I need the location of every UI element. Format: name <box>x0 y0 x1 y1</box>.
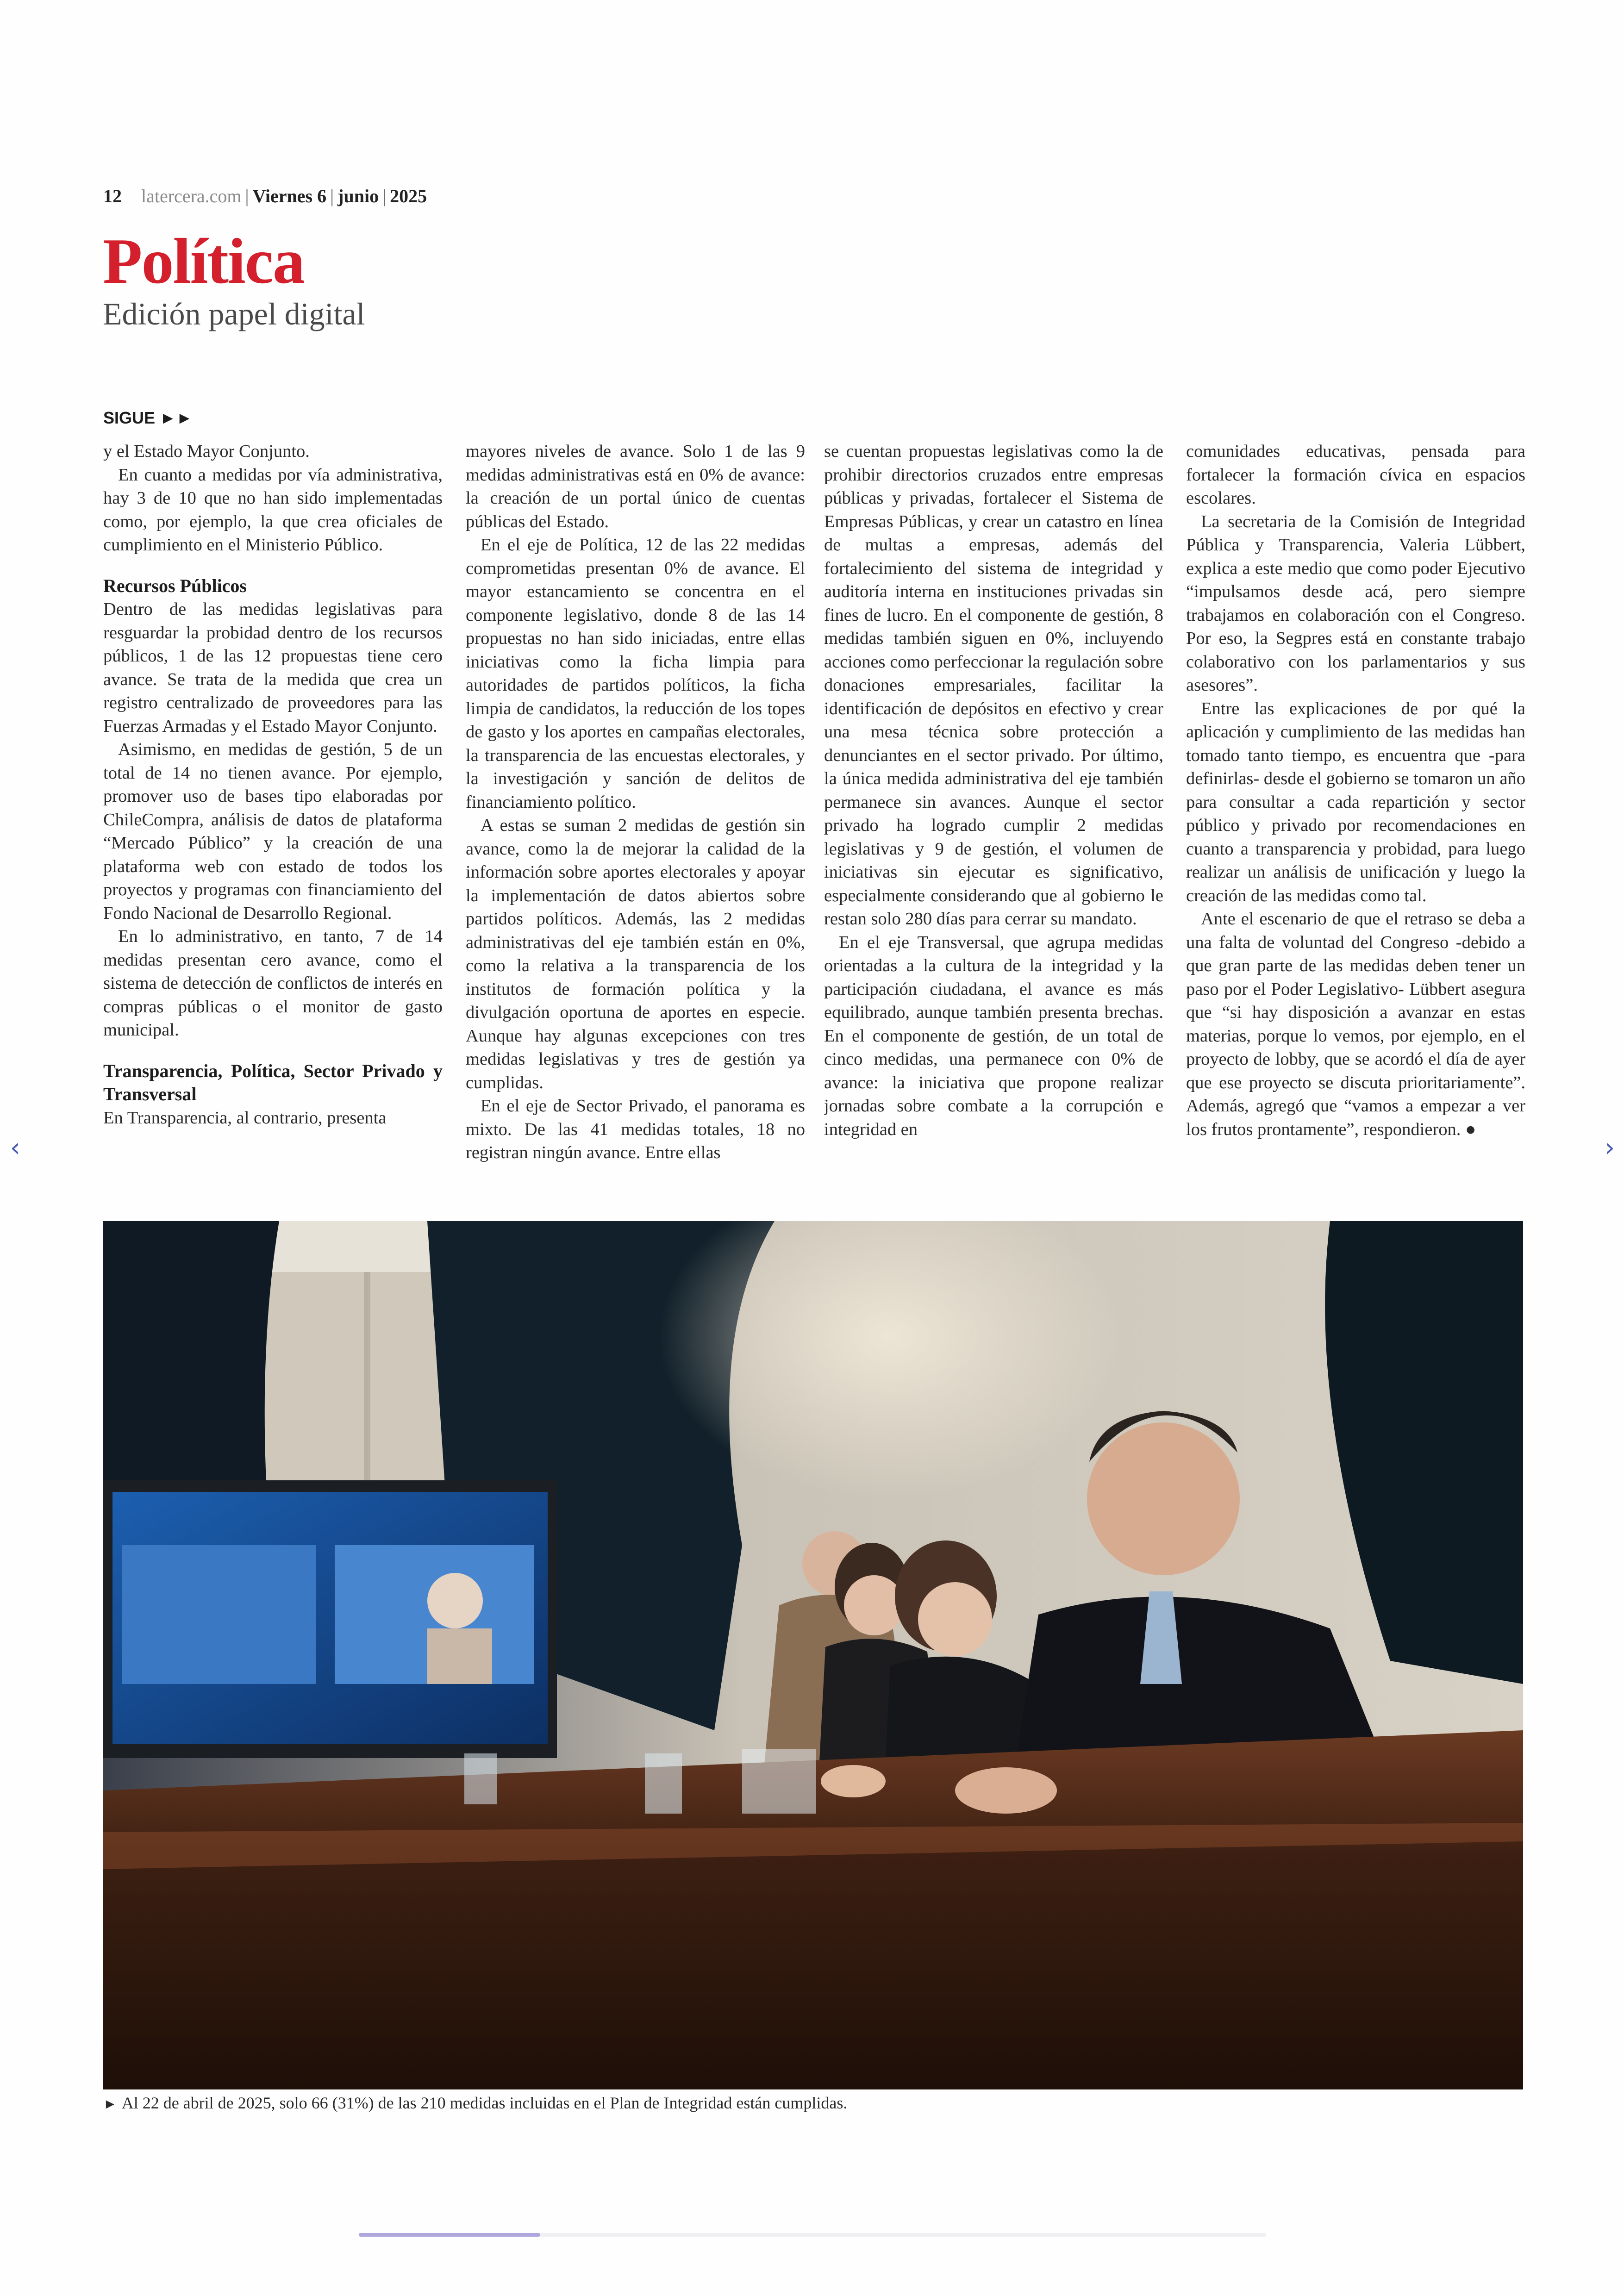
caption-text: Al 22 de abril de 2025, solo 66 (31%) de las 210 medidas incluidas en el Plan de Integridad están cumplidas. <box>121 2094 848 2112</box>
chevron-left-icon: ‹ <box>10 1133 21 1163</box>
photo-caption <box>103 2093 847 2113</box>
next-page-button[interactable] <box>1598 1132 1621 1164</box>
continue-label: SIGUE ►► <box>103 408 193 427</box>
reading-progress-bar[interactable] <box>359 2233 1266 2237</box>
paragraph: comunidades educativas, pensada para fortalecer la formación cívica en espacios escolares. <box>1186 442 1525 508</box>
paragraph: En Transparencia, al contrario, presenta <box>103 1108 387 1128</box>
site-name: latercera.com <box>141 186 242 206</box>
meeting-photo-illustration <box>103 1221 1523 2089</box>
subheading: Recursos Públicos <box>103 575 247 596</box>
paragraph: En el eje de Política, 12 de las 22 medidas comprometidas presentan 0% de avance. El mayor estancamiento se concentra en el componente legislativo, donde 8 de las 14 propuestas no han sido iniciadas, entre ellas iniciativas como la ficha limpia para autoridades de partidos políticos, la ficha limpia de candidatos, la reducción de los topes de gasto y los aportes en campañas electorales, la transparencia de las encuestas electorales, y la investigación y sanción de delitos de financiamiento político. <box>466 535 805 812</box>
date-day: Viernes 6 <box>252 186 327 206</box>
paragraph: En cuanto a medidas por vía administrativa, hay 3 de 10 que no han sido implementadas como, por ejemplo, la que crea oficiales de cumplimiento en el Ministerio Público. <box>103 465 443 555</box>
article-column-2 <box>466 440 805 1194</box>
caption-arrow-icon: ► <box>103 2096 117 2112</box>
paragraph: y el Estado Mayor Conjunto. <box>103 442 310 461</box>
article-column-4 <box>1186 440 1525 1194</box>
paragraph: se cuentan propuestas legislativas como la de prohibir directorios cruzados entre empresas públicas y privadas, fortalecer el Sistema de Empresas Públicas, y crear un catastro en línea de multas a empresas, además del fortalecimiento del sistema de integridad y auditoría interna en instituciones privadas sin fines de lucro. En el componente de gestión, 8 medidas también siguen en 0%, incluyendo acciones como perfeccionar la regulación sobre donaciones empresariales, facilitar la identificación de depósitos en efectivo y crear una mesa técnica sobre protección a denunciantes en el sector privado. Por último, la única medida administrativa del eje también permanece sin avances. Aunque el sector privado ha logrado cumplir 2 medidas legislativas y 9 de gestión, el volumen de iniciativas sin ejecutar es significativo, especialmente considerando que al gobierno le restan solo 280 días para cerrar su mandato. <box>824 442 1163 929</box>
paragraph: Entre las explicaciones de por qué la aplicación y cumplimiento de las medidas han tomado tanto tiempo, es encuentra que -para definirlas- desde el gobierno se tomaron un año para consultar a cada repartición y sector público y privado por recomendaciones en cuanto a transparencia y probidad, para luego realizar un análisis de unificación y luego la creación de las medidas como tal. <box>1186 698 1525 905</box>
paragraph: A estas se suman 2 medidas de gestión sin avance, como la de mejorar la calidad de la información sobre aportes electorales y apoyar la implementación de datos abiertos sobre partidos políticos. Además, las 2 medidas administrativas del eje también están en 0%, como la relativa a la transparencia de los institutos de formación política y la divulgación oportuna de aportes en especie. Aunque hay algunas excepciones con tres medidas legislativas y tres de gestión ya cumplidas. <box>466 816 805 1092</box>
section-subtitle: Edición papel digital <box>103 296 365 331</box>
paragraph: Dentro de las medidas legislativas para resguardar la probidad dentro de los recursos públicos, 1 de las 12 propuestas tiene cero avance. Se trata de la medida que crea un registro centralizado de proveedores para las Fuerzas Armadas y el Estado Mayor Conjunto. <box>103 599 443 736</box>
previous-page-button[interactable] <box>4 1132 27 1164</box>
paragraph: Asimismo, en medidas de gestión, 5 de un total de 14 no tienen avance. Por ejemplo, promover uso de bases tipo elaboradas por ChileCompra, análisis de datos de plataforma “Mercado Público” y la creación de una plataforma web con estado de todos los proyectos y programas con financiamiento del Fondo Nacional de Desarrollo Regional. <box>103 740 443 923</box>
paragraph: La secretaria de la Comisión de Integridad Pública y Transparencia, Valeria Lübbert, explica a este medio que como poder Ejecutivo “impulsamos desde acá, pero siempre trabajamos en colaboración con el Congreso. Por eso, la Segpres está en constante trabajo colaborativo con los parlamentarios y sus asesores”. <box>1186 511 1525 695</box>
paragraph: Ante el escenario de que el retraso se deba a una falta de voluntad del Congreso -debido a que gran parte de las medidas deben tener un paso por el Poder Legislativo- Lübbert asegura que “si hay disposición a avanzar en estas materias, porque lo vemos, por ejemplo, en el proyecto de lobby, que se acordó el día de ayer que ese proyecto se discuta prioritariamente”. Además, agregó que “vamos a empezar a ver los frutos prontamente”, respondieron. ● <box>1186 909 1525 1139</box>
reading-progress-fill <box>359 2233 540 2237</box>
paragraph: En el eje de Sector Privado, el panorama es mixto. De las 41 medidas totales, 18 no registran ningún avance. Entre ellas <box>466 1096 805 1162</box>
page-number: 12 <box>103 186 122 206</box>
date-year: 2025 <box>390 186 427 206</box>
article-photo <box>103 1221 1523 2089</box>
subheading: Transparencia, Política, Sector Privado y Transversal <box>103 1060 443 1104</box>
page-header: 12 latercera.com | Viernes 6 | junio | 2025 <box>103 186 427 206</box>
chevron-right-icon: › <box>1604 1133 1615 1163</box>
paragraph: En lo administrativo, en tanto, 7 de 14 medidas presentan cero avance, como el sistema de detección de conflictos de interés en compras públicas o el monitor de gasto municipal. <box>103 927 443 1040</box>
paragraph: En el eje Transversal, que agrupa medidas orientadas a la cultura de la integridad y la participación ciudadana, el avance es más equilibrado, aunque también presenta brechas. En el componente de gestión, de un total de cinco medidas, una permanece con 0% de avance: la iniciativa que propone realizar jornadas sobre combate a la corrupción e integridad en <box>824 932 1163 1139</box>
date-month: junio <box>337 186 379 206</box>
article-column-1 <box>103 440 443 1194</box>
paragraph: mayores niveles de avance. Solo 1 de las 9 medidas administrativas está en 0% de avance: la creación de un portal único de cuentas públicas del Estado. <box>466 442 805 531</box>
article-column-3 <box>824 440 1163 1194</box>
section-title: Política <box>103 225 304 297</box>
